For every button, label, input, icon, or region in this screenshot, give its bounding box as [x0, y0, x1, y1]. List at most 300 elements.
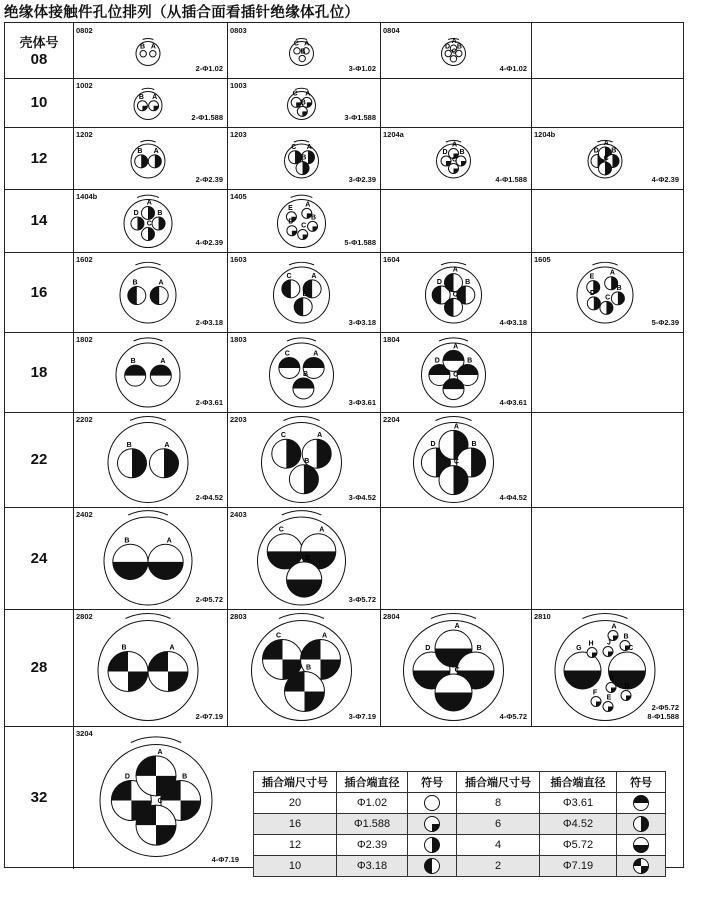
connector-face [100, 737, 212, 857]
arrangement-code: 3204 [76, 729, 93, 738]
contact-label: C [286, 272, 292, 280]
key-arc [279, 613, 324, 618]
arrangement-code: 1602 [76, 255, 93, 264]
contact-b [308, 221, 318, 231]
contact-spec-line: 2-Φ2.39 [195, 175, 223, 184]
contact-label: C [293, 40, 299, 48]
arrangement-cell [227, 609, 380, 726]
contact-label: A [452, 266, 458, 274]
key-arc [583, 613, 628, 618]
contact-c [136, 805, 176, 845]
contact-label: B [301, 154, 307, 162]
connector-face [270, 338, 334, 407]
contact-spec-line: 5-Φ1.588 [344, 238, 376, 247]
arrangement-code: 1204b [534, 130, 556, 139]
key-arc [140, 140, 155, 142]
arrangement-code: 1804 [383, 335, 400, 344]
contact-label: B [623, 633, 629, 641]
arrangement-cell [531, 127, 683, 189]
arrangement-cell [380, 252, 531, 332]
contact-label: D [124, 773, 130, 781]
contact-label: A [153, 147, 159, 155]
contact-label: B [305, 554, 311, 562]
contact-spec-line: 4-Φ1.588 [495, 175, 527, 184]
contact-label: A [453, 343, 459, 351]
column-divider [380, 507, 381, 609]
legend-header: 插合端直径 [540, 772, 617, 793]
contact-spec-line: 2-Φ5.72 [195, 595, 223, 604]
legend-symbol-drawing [631, 815, 651, 833]
contact-c [294, 48, 300, 54]
shell-size: 14 [30, 212, 48, 229]
contact-spec-line: 3-Φ3.61 [348, 398, 376, 407]
contact-label: D [436, 279, 442, 286]
key-arc [431, 613, 476, 618]
contact-g [564, 652, 601, 689]
legend-contact-symbol [634, 796, 649, 811]
arrangement-cell [73, 332, 227, 412]
contact-label: C [146, 220, 152, 228]
arrangement-cell [227, 127, 380, 189]
legend-contact-symbol [634, 859, 649, 874]
contact-label: B [616, 284, 622, 292]
contact-f [591, 697, 601, 707]
contact-label: A [146, 199, 152, 207]
contact-label: A [305, 90, 311, 98]
legend-symbol [408, 835, 457, 856]
contact-label: A [164, 441, 170, 449]
contact-label: C [301, 222, 307, 230]
contact-a [150, 287, 168, 305]
contact-label: D [589, 289, 596, 297]
contact-spec-line: 4-Φ2.39 [651, 175, 679, 184]
contact-spec [652, 318, 679, 327]
shell-size-header: 壳体号 [19, 34, 59, 50]
contact-label: C [453, 371, 459, 379]
contact-label: A [152, 93, 158, 101]
contact-spec [349, 398, 376, 407]
contact-b [285, 672, 325, 712]
arrangement-cell [73, 252, 227, 332]
contact-b [135, 155, 148, 168]
arrangement-cell [531, 252, 683, 332]
contact-a [150, 449, 179, 478]
contact-c [291, 97, 301, 107]
contact-label: D [434, 357, 440, 365]
arrangement-code: 1603 [230, 255, 247, 264]
contact-spec-line: 4-Φ5.72 [499, 712, 527, 721]
arrangement-cell [227, 507, 380, 609]
contact-label: C [605, 294, 611, 302]
legend-symbol-drawing [422, 857, 442, 875]
legend-symbol [617, 835, 666, 856]
contact-label: E [589, 273, 595, 281]
contact-label: B [304, 457, 310, 465]
contact-spec-line: 3-Φ7.19 [348, 712, 376, 721]
arrangement-cell [73, 189, 227, 252]
contact-label: B [121, 644, 127, 652]
legend-symbol [617, 856, 666, 877]
connector-face [422, 338, 486, 407]
contact-spec [500, 64, 527, 73]
contact-label: B [459, 149, 465, 156]
contact-spec [191, 113, 223, 122]
contact-spec [647, 703, 679, 721]
contact-spec [495, 175, 527, 184]
arrangement-code: 0802 [76, 26, 93, 35]
arrangement-drawing [73, 726, 243, 869]
contact-b [152, 217, 165, 230]
arrangement-drawing [73, 507, 227, 609]
connector-face [290, 38, 314, 65]
arrangement-cell [73, 507, 227, 609]
contact-label: D [425, 645, 431, 652]
contact-label: C [603, 154, 609, 162]
legend-contact-symbol [425, 817, 440, 832]
contact-spec-line: 2-Φ5.72 [651, 703, 679, 712]
contact-spec-line: 3-Φ5.72 [348, 595, 376, 604]
key-arc [128, 511, 168, 515]
arrangement-code: 2802 [76, 612, 93, 621]
contact-label: B [182, 773, 188, 781]
contact-spec-line: 5-Φ2.39 [651, 318, 679, 327]
connector-face [131, 140, 165, 178]
contact-label: B [467, 357, 473, 365]
contact-label: E [606, 694, 612, 702]
arrangement-cell [227, 189, 380, 252]
arrangement-code: 1604 [383, 255, 400, 264]
connector-face [262, 417, 342, 503]
contact-label: B [137, 147, 143, 155]
connector-face [404, 613, 504, 720]
column-divider [531, 412, 532, 507]
legend-contact-symbol [425, 838, 440, 853]
contact-a [142, 206, 155, 219]
arrangement-drawing [73, 609, 227, 726]
connector-face [278, 195, 326, 247]
contact-spec [196, 238, 223, 247]
arrangement-cell [73, 23, 227, 78]
connector-face [116, 338, 180, 407]
legend-header: 符号 [617, 772, 666, 793]
contact-label: H [588, 640, 594, 648]
legend-diameter: Φ7.19 [540, 856, 617, 877]
column-divider [531, 23, 532, 78]
contact-label: D [445, 43, 451, 51]
contact-label: C [292, 90, 298, 98]
arrangement-code: 0803 [230, 26, 247, 35]
page-title: 绝缘体接触件孔位排列（从插合面看插针绝缘体孔位） [4, 5, 360, 21]
contact-label: B [456, 43, 462, 51]
legend-contact-symbol [425, 796, 440, 811]
contact-c [298, 230, 308, 240]
contact-spec [500, 493, 527, 502]
contact-spec-line: 4-Φ3.61 [499, 398, 527, 407]
contact-c [272, 439, 301, 468]
contact-spec [196, 175, 223, 184]
arrangement-code: 2202 [76, 415, 93, 424]
legend-contact-symbol [634, 838, 649, 853]
contact-spec [196, 64, 223, 73]
contact-spec [349, 175, 376, 184]
contact-spec-line: 3-Φ3.18 [348, 318, 376, 327]
contact-label: B [302, 290, 308, 298]
contact-c [443, 379, 464, 400]
arrangement-cell [531, 609, 683, 726]
contact-a [148, 155, 161, 168]
contact-label: B [476, 645, 482, 652]
contact-label: A [158, 279, 164, 287]
key-arc [142, 88, 155, 89]
contact-label: A [609, 269, 615, 277]
contact-label: A [319, 526, 325, 534]
legend-size: 12 [254, 835, 337, 856]
contact-label: B [130, 358, 136, 366]
key-arc [439, 338, 468, 341]
arrangement-code: 1405 [230, 192, 247, 201]
contact-b [297, 106, 307, 116]
contact-spec [349, 595, 376, 604]
key-arc [126, 613, 171, 618]
legend-symbol [408, 793, 457, 814]
contact-d [287, 226, 297, 236]
contact-spec-line: 3-Φ4.52 [348, 493, 376, 502]
key-arc [137, 195, 159, 197]
contact-spec-line: 4-Φ3.18 [499, 318, 527, 327]
contact-spec [212, 855, 239, 864]
legend-symbol [408, 814, 457, 835]
column-divider [531, 332, 532, 412]
shell-size: 22 [30, 451, 48, 468]
contact-label: E [288, 204, 293, 212]
legend-size: 6 [457, 814, 540, 835]
contact-a [148, 544, 183, 579]
contact-label: D [430, 441, 436, 448]
contact-b [140, 51, 146, 57]
key-arc [287, 338, 316, 341]
contact-label: C [275, 632, 282, 640]
connector-face [414, 417, 494, 503]
key-arc [295, 88, 308, 89]
connector-face [288, 88, 316, 119]
contact-label: C [628, 645, 634, 652]
arrangement-drawing [227, 507, 380, 609]
key-arc [291, 195, 313, 197]
key-arc [130, 417, 166, 421]
contact-label: D [624, 683, 630, 691]
contact-label: A [451, 141, 458, 149]
contact-spec [349, 64, 376, 73]
contact-label: B [311, 214, 317, 222]
legend-row [254, 793, 666, 814]
connector-face [98, 613, 198, 720]
arrangement-cell [73, 726, 243, 869]
arrangement-drawing [380, 609, 531, 726]
connector-face [426, 262, 482, 323]
legend-symbol [617, 793, 666, 814]
contact-label: A [603, 140, 609, 148]
contact-spec-line: 2-Φ4.52 [195, 493, 223, 502]
legend-size: 10 [254, 856, 337, 877]
contact-spec-line: 2-Φ7.19 [195, 712, 223, 721]
key-arc [289, 262, 314, 265]
legend-symbol-drawing [631, 857, 651, 875]
contact-label: D [593, 147, 599, 155]
contact-label: A [317, 432, 323, 440]
arrangement-cell [73, 78, 227, 127]
legend-header: 插合端尺寸号 [254, 772, 337, 793]
connector-face [252, 613, 352, 720]
legend-symbol-drawing [422, 815, 442, 833]
key-arc [592, 262, 617, 265]
contact-b [128, 287, 146, 305]
contact-label: C [291, 143, 297, 151]
contact-label: C [451, 156, 458, 164]
contact-spec-line: 4-Φ7.19 [211, 855, 239, 864]
legend-row [254, 835, 666, 856]
contact-label: C [454, 667, 460, 674]
contact-c [445, 298, 463, 316]
contact-label: A [611, 623, 617, 631]
arrangement-code: 2203 [230, 415, 247, 424]
connector-face [120, 262, 176, 323]
legend-symbol-drawing [631, 794, 651, 812]
arrangement-code: 1204a [383, 130, 404, 139]
contact-label: B [471, 441, 477, 448]
contact-spec [196, 712, 223, 721]
contact-label: G [576, 645, 582, 652]
contact-label: B [126, 441, 132, 449]
arrangement-code: 1202 [76, 130, 93, 139]
contact-b [294, 298, 312, 316]
contact-label: C [157, 798, 163, 806]
contact-label: C [278, 526, 284, 534]
contact-b [296, 162, 309, 175]
connector-face [274, 262, 330, 323]
contact-arrangement-table [4, 22, 684, 872]
contact-b [289, 465, 318, 494]
contact-label: B [124, 537, 130, 545]
legend-symbol-drawing [631, 836, 651, 854]
arrangement-cell [227, 23, 380, 78]
contact-label: A [321, 632, 328, 640]
arrangement-code: 2403 [230, 510, 247, 519]
legend-size: 8 [457, 793, 540, 814]
contact-label: B [157, 210, 163, 217]
legend-size: 16 [254, 814, 337, 835]
shell-size [5, 23, 73, 78]
key-arc [436, 417, 472, 421]
contact-c [142, 228, 155, 241]
contact-c [450, 56, 456, 62]
contact-spec [344, 238, 376, 247]
column-divider [531, 78, 532, 127]
contact-d [445, 50, 451, 56]
arrangement-cell [380, 127, 531, 189]
contact-e [603, 702, 613, 712]
shell-size: 18 [30, 363, 48, 381]
connector-face [437, 140, 471, 178]
contact-c [279, 357, 300, 378]
contact-a [150, 51, 156, 57]
arrangement-cell [227, 412, 380, 507]
contact-spec [349, 318, 376, 327]
shell-size-value: 08 [30, 50, 48, 68]
contact-c [600, 301, 613, 314]
shell-size: 32 [30, 789, 48, 806]
legend-diameter: Φ4.52 [540, 814, 617, 835]
column-divider [380, 189, 381, 252]
contact-spec [196, 398, 223, 407]
contact-label: A [169, 644, 175, 652]
connector-face [108, 417, 188, 503]
contact-spec [196, 493, 223, 502]
legend-header: 插合端尺寸号 [457, 772, 540, 793]
contact-spec-line: 4-Φ1.02 [499, 64, 527, 73]
contact-label: C [451, 48, 457, 56]
key-arc [131, 737, 181, 743]
contact-spec-line: 2-Φ3.18 [195, 318, 223, 327]
connector-face [577, 262, 633, 323]
shell-size: 28 [30, 659, 48, 676]
contact-spec [196, 595, 223, 604]
legend-size: 20 [254, 793, 337, 814]
contact-spec [652, 175, 679, 184]
arrangement-code: 2804 [383, 612, 400, 621]
connector-face [442, 38, 466, 65]
key-arc [284, 417, 320, 421]
contact-label: B [132, 279, 138, 287]
connector-face [285, 140, 319, 178]
arrangement-code: 1203 [230, 130, 247, 139]
contact-spec-line: 4-Φ2.39 [195, 238, 223, 247]
contact-label: A [313, 350, 319, 358]
contact-b [611, 292, 624, 305]
contact-spec-line: 2-Φ3.61 [195, 398, 223, 407]
key-arc [143, 38, 154, 39]
contact-label: C [280, 432, 286, 440]
arrangement-cell [380, 412, 531, 507]
connector-face [136, 38, 160, 65]
column-divider [380, 78, 381, 127]
shell-size: 12 [30, 149, 48, 167]
legend-diameter: Φ3.18 [337, 856, 408, 877]
shell-size: 24 [30, 549, 48, 567]
arrangement-cell [380, 609, 531, 726]
legend-table [253, 771, 666, 877]
contact-spec-line: 4-Φ4.52 [499, 493, 527, 502]
contact-b [299, 55, 305, 61]
contact-spec-line: 3-Φ1.588 [344, 113, 376, 122]
contact-a [148, 652, 188, 692]
key-arc [441, 262, 466, 265]
contact-c [449, 163, 459, 173]
arrangement-code: 1803 [230, 335, 247, 344]
contact-spec [500, 398, 527, 407]
legend-diameter: Φ5.72 [540, 835, 617, 856]
legend-header: 符号 [408, 772, 457, 793]
contact-label: B [300, 99, 306, 107]
legend-diameter: Φ1.588 [337, 814, 408, 835]
connector-face [588, 140, 622, 178]
contact-b [456, 156, 466, 166]
contact-label: D [133, 210, 139, 217]
legend-symbol [617, 814, 666, 835]
contact-label: A [150, 43, 156, 51]
connector-face [134, 88, 162, 119]
contact-spec-line: 3-Φ1.02 [348, 64, 376, 73]
arrangement-code: 2810 [534, 612, 551, 621]
